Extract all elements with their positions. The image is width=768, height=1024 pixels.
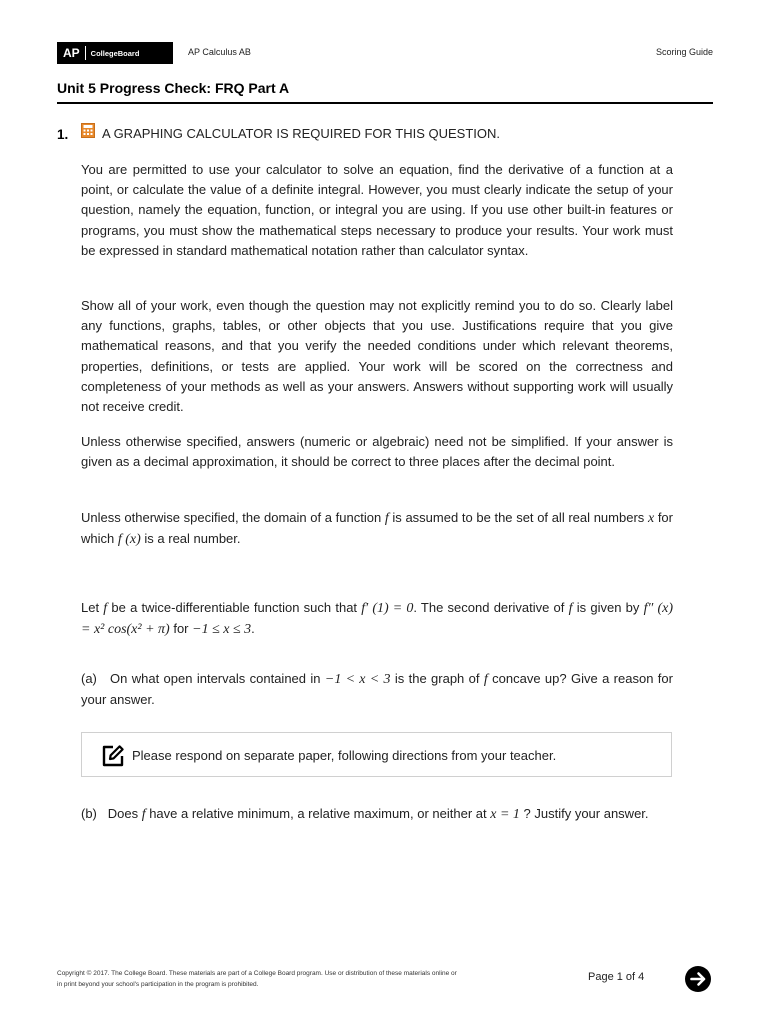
copyright-notice xyxy=(57,968,487,990)
math-f: f xyxy=(568,601,573,616)
ap-collegeboard-logo xyxy=(57,42,173,64)
text: is given by xyxy=(572,600,644,615)
ap-logo-text: AP xyxy=(63,46,80,60)
math-f: f xyxy=(103,601,108,616)
arrow-right-icon xyxy=(685,966,711,992)
math-domain: −1 ≤ x ≤ 3 xyxy=(192,622,252,638)
text: is a real number. xyxy=(140,531,241,547)
math-interval: −1 < x < 3 xyxy=(324,672,391,687)
math-condition: f′ (1) = 0 xyxy=(361,601,414,616)
next-page-button[interactable] xyxy=(685,966,711,992)
math-f: f xyxy=(384,511,389,526)
instructions-domain xyxy=(81,508,673,550)
text: is the graph of xyxy=(390,671,484,686)
text: . The second derivative of xyxy=(413,600,569,615)
text: ? Justify your answer. xyxy=(519,806,649,821)
text: have a relative minimum, a relative maximum, or neither at xyxy=(145,806,491,821)
instructions-answers: Unless otherwise specified, answers (numeric or algebraic) need not be simplified. If your answer is given as a decimal approximation, it should be correct to three places after the decimal point. xyxy=(81,434,673,470)
copyright-line: Copyright © 2017. The College Board. These materials are part of a College Board program. Use or distribution of these materials online or xyxy=(57,970,457,977)
document-type: Scoring Guide xyxy=(655,47,713,57)
text: . xyxy=(251,621,255,637)
text: Unless otherwise specified, the domain of a function xyxy=(81,510,385,525)
calculator-required-note: A GRAPHING CALCULATOR IS REQUIRED FOR THIS QUESTION. xyxy=(102,126,501,141)
part-b-label: (b) xyxy=(81,806,97,821)
text: be a twice-differentiable function such that xyxy=(107,600,362,615)
part-b-question xyxy=(81,804,673,825)
math-second-derivative: f″ (x) = x² cos(x² + π) xyxy=(81,601,673,638)
course-name: AP Calculus AB xyxy=(188,47,251,57)
title-divider xyxy=(57,102,713,104)
text: concave up? Give a reason for your answer. xyxy=(81,671,673,708)
math-point: x = 1 xyxy=(490,807,520,822)
logo-divider xyxy=(85,46,86,60)
instructions-show-work: Show all of your work, even though the question may not explicitly remind you to do so. Clearly label any functions, graphs, tables, or other objects that you use. Justifications require that you give mathematical reasons, and that you verify the needed conditions under which relevant theorems, properties, definitions, or tests are applied. Your work will be scored on the correctness and completeness of your methods as well as your answers. Answers without supporting work will usually not receive credit. xyxy=(81,298,673,415)
part-a-label: (a) xyxy=(81,671,97,686)
text: for xyxy=(169,621,193,637)
response-instructions-text: Please respond on separate paper, following directions from your teacher. xyxy=(132,748,557,763)
page-indicator: Page 1 of 4 xyxy=(588,971,645,983)
math-fx: f (x) xyxy=(117,532,141,548)
collegeboard-logo-text: CollegeBoard xyxy=(90,48,140,58)
text: On what open intervals contained in xyxy=(110,671,325,686)
part-a-question xyxy=(81,669,673,710)
page-header xyxy=(57,42,713,64)
text: Does xyxy=(107,806,142,821)
copyright-line: in print beyond your school's participation in the program is prohibited. xyxy=(57,981,259,988)
question-number: 1. xyxy=(57,127,69,142)
math-x: x xyxy=(647,511,655,526)
page-title: Unit 5 Progress Check: FRQ Part A xyxy=(57,80,290,96)
text: is assumed to be the set of all real numbers xyxy=(388,510,648,525)
math-f: f xyxy=(483,672,488,687)
math-f: f xyxy=(141,807,146,822)
response-instructions-box xyxy=(81,732,672,777)
text: Let xyxy=(81,600,104,615)
problem-statement xyxy=(81,598,673,640)
text: for which xyxy=(81,510,673,547)
instructions-calculator: You are permitted to use your calculator to solve an equation, find the derivative of a function at a point, or calculate the value of a definite integral. However, you must clearly indicate the setup of your question, namely the equation, function, or integral you are using. If you use other built-in features or programs, you must show the mathematical steps necessary to produce your results. Your work must be expressed in standard mathematical notation rather than calculator syntax. xyxy=(81,162,673,258)
calculator-icon xyxy=(81,123,95,138)
edit-pencil-icon xyxy=(101,744,125,768)
